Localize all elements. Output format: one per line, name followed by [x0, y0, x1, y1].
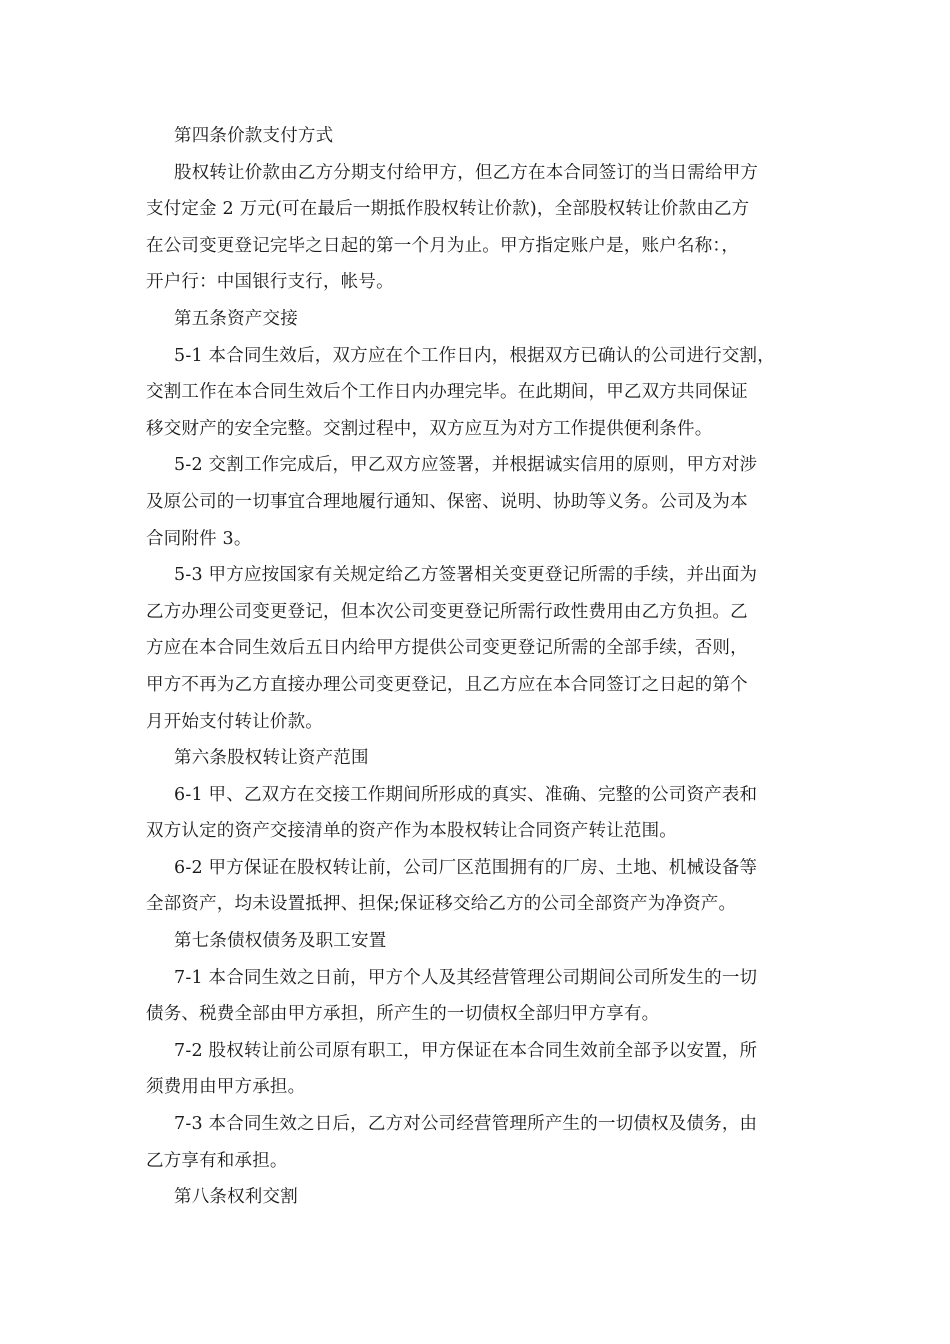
document-line: 第四条价款支付方式	[174, 126, 334, 146]
document-line: 第七条债权债务及职工安置	[174, 931, 387, 952]
document-line: 双方认定的资产交接清单的资产作为本股权转让合同资产转让范围。	[146, 821, 677, 842]
document-line: 甲方不再为乙方直接办理公司变更登记，且乙方应在本合同签订之日起的第个	[146, 674, 748, 695]
document-line: 股权转让价款由乙方分期支付给甲方，但乙方在本合同签订的当日需给甲方	[174, 162, 759, 183]
document-line: 5-2 交割工作完成后，甲乙双方应签署，并根据诚实信用的原则，甲方对涉	[174, 455, 758, 476]
document-line: 乙方享有和承担。	[146, 1150, 288, 1171]
document-page	[146, 118, 810, 1216]
document-line: 5-3 甲方应按国家有关规定给乙方签署相关变更登记所需的手续，并出面为	[174, 565, 758, 586]
document-line: 6-1 甲、乙双方在交接工作期间所形成的真实、准确、完整的公司资产表和	[174, 784, 758, 805]
document-line: 月开始支付转让价款。	[146, 711, 323, 732]
document-line: 第六条股权转让资产范围	[174, 748, 369, 769]
document-line: 交割工作在本合同生效后个工作日内办理完毕。在此期间，甲乙双方共同保证	[146, 382, 748, 403]
document-line: 移交财产的安全完整。交割过程中，双方应互为对方工作提供便利条件。	[146, 418, 713, 439]
document-line: 7-3 本合同生效之日后，乙方对公司经营管理所产生的一切债权及债务，由	[174, 1114, 758, 1135]
document-line: 合同附件 3。	[146, 528, 252, 549]
document-line: 乙方办理公司变更登记，但本次公司变更登记所需行政性费用由乙方负担。乙	[146, 601, 748, 622]
document-line: 在公司变更登记完毕之日起的第一个月为止。甲方指定账户是，账户名称：，	[146, 235, 740, 256]
document-line: 及原公司的一切事宜合理地履行通知、保密、说明、协助等义务。公司及为本	[146, 491, 748, 512]
document-line: 6-2 甲方保证在股权转让前，公司厂区范围拥有的厂房、土地、机械设备等	[174, 857, 758, 878]
document-line: 第五条资产交接	[174, 308, 298, 329]
document-line: 7-2 股权转让前公司原有职工，甲方保证在本合同生效前全部予以安置，所	[174, 1040, 758, 1061]
document-line: 须费用由甲方承担。	[146, 1077, 306, 1098]
document-line: 第八条权利交割	[174, 1187, 298, 1208]
document-line: 开户行：中国银行支行，帐号。	[146, 272, 394, 293]
document-line: 方应在本合同生效后五日内给甲方提供公司变更登记所需的全部手续，否则，	[146, 638, 748, 659]
document-line: 支付定金 2 万元(可在最后一期抵作股权转让价款)，全部股权转让价款由乙方	[146, 199, 750, 220]
document-line: 7-1 本合同生效之日前，甲方个人及其经营管理公司期间公司所发生的一切	[174, 967, 758, 988]
document-line: 5-1 本合同生效后，双方应在个工作日内，根据双方已确认的公司进行交割，	[174, 345, 775, 366]
document-line: 全部资产，均未设置抵押、担保;保证移交给乙方的公司全部资产为净资产。	[146, 894, 737, 915]
document-line: 债务、税费全部由甲方承担，所产生的一切债权全部归甲方享有。	[146, 1004, 660, 1025]
